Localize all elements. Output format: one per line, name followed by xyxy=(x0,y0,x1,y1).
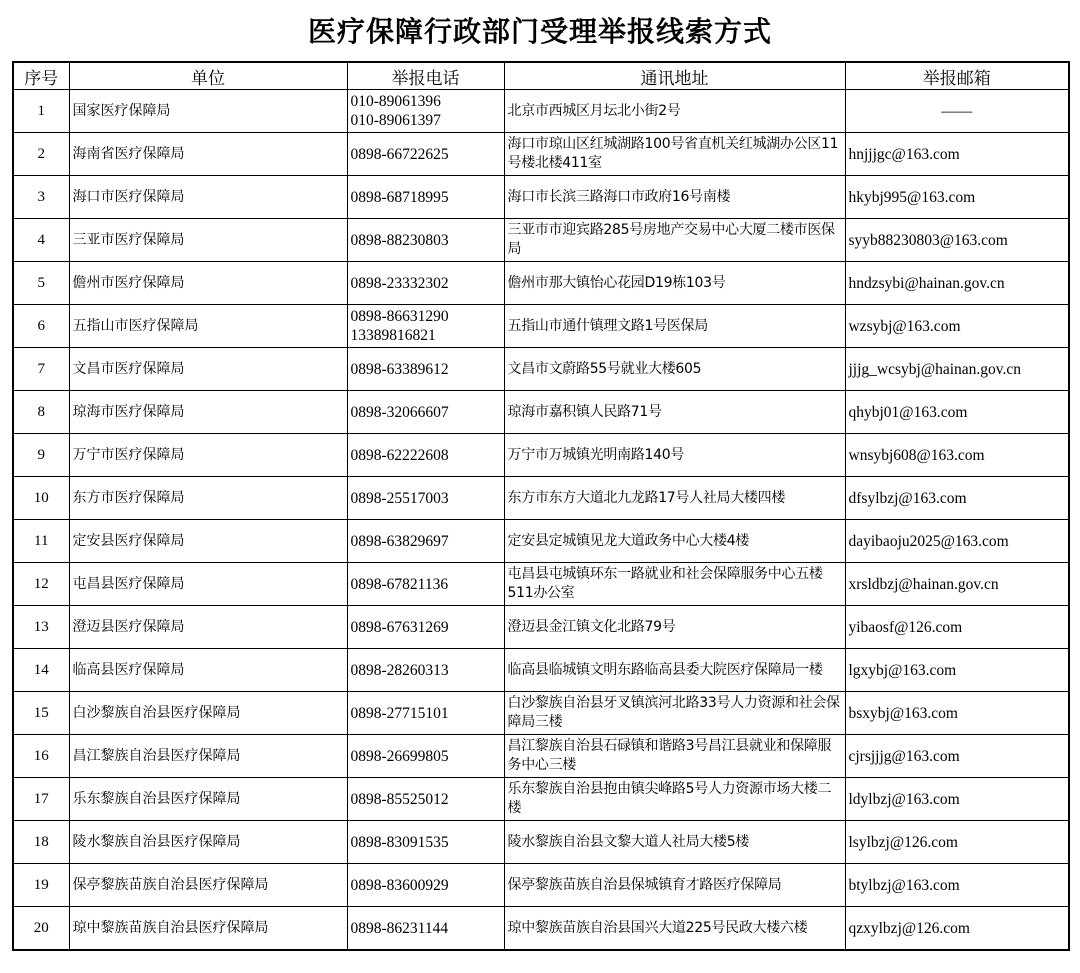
phone-cell xyxy=(347,649,504,692)
email: bsxybj@163.com xyxy=(845,692,1069,735)
phone-number: 0898-67821136 xyxy=(350,575,449,593)
address: 保亭黎族苗族自治县保城镇育才路医疗保障局 xyxy=(504,864,845,907)
row-number: 15 xyxy=(13,692,69,735)
row-number: 5 xyxy=(13,262,69,305)
phone-cell xyxy=(347,821,504,864)
address: 澄迈县金江镇文化北路79号 xyxy=(504,606,845,649)
unit-name: 琼中黎族苗族自治县医疗保障局 xyxy=(69,907,347,951)
email: dfsylbzj@163.com xyxy=(845,477,1069,520)
address: 临高县临城镇文明东路临高县委大院医疗保障局一楼 xyxy=(504,649,845,692)
phone-number: 0898-27715101 xyxy=(350,704,449,722)
table-row xyxy=(13,864,1069,907)
address: 陵水黎族自治县文黎大道人社局大楼5楼 xyxy=(504,821,845,864)
table-row xyxy=(13,176,1069,219)
table-row xyxy=(13,907,1069,951)
unit-name: 陵水黎族自治县医疗保障局 xyxy=(69,821,347,864)
header-unit: 单位 xyxy=(69,62,347,90)
row-number: 12 xyxy=(13,563,69,606)
phone-number: 0898-83091535 xyxy=(350,833,449,851)
row-number: 14 xyxy=(13,649,69,692)
table-row xyxy=(13,821,1069,864)
row-number: 10 xyxy=(13,477,69,520)
phone-cell xyxy=(347,477,504,520)
email: hndzsybi@hainan.gov.cn xyxy=(845,262,1069,305)
table-row xyxy=(13,520,1069,563)
email: lgxybj@163.com xyxy=(845,649,1069,692)
phone-number: 0898-88230803 xyxy=(350,231,449,249)
address: 五指山市通什镇理文路1号医保局 xyxy=(504,305,845,348)
address: 定安县定城镇见龙大道政务中心大楼4楼 xyxy=(504,520,845,563)
page-title: 医疗保障行政部门受理举报线索方式 xyxy=(307,15,772,48)
email: btylbzj@163.com xyxy=(845,864,1069,907)
unit-name: 白沙黎族自治县医疗保障局 xyxy=(69,692,347,735)
unit-name: 海口市医疗保障局 xyxy=(69,176,347,219)
table-row xyxy=(13,262,1069,305)
table-row xyxy=(13,649,1069,692)
phone-number: 010-89061396 xyxy=(350,93,441,110)
header-address: 通讯地址 xyxy=(504,62,845,90)
email: yibaosf@126.com xyxy=(845,606,1069,649)
phone-cell xyxy=(347,262,504,305)
unit-name: 国家医疗保障局 xyxy=(69,90,347,133)
unit-name: 万宁市医疗保障局 xyxy=(69,434,347,477)
phone-number: 0898-26699805 xyxy=(350,747,449,765)
phone-number: 0898-66722625 xyxy=(350,145,449,163)
unit-name: 临高县医疗保障局 xyxy=(69,649,347,692)
phone-cell xyxy=(347,176,504,219)
phone-cell xyxy=(347,692,504,735)
email: jjjg_wcsybj@hainan.gov.cn xyxy=(845,348,1069,391)
table-row xyxy=(13,391,1069,434)
row-number: 13 xyxy=(13,606,69,649)
email: hkybj995@163.com xyxy=(845,176,1069,219)
table-row xyxy=(13,477,1069,520)
table-row xyxy=(13,735,1069,778)
phone-cell xyxy=(347,864,504,907)
email: hnjjjgc@163.com xyxy=(845,133,1069,176)
phone-number: 0898-85525012 xyxy=(350,790,449,808)
table-row xyxy=(13,90,1069,133)
unit-name: 屯昌县医疗保障局 xyxy=(69,563,347,606)
email: wnsybj608@163.com xyxy=(845,434,1069,477)
phone-cell xyxy=(347,606,504,649)
row-number: 6 xyxy=(13,305,69,348)
unit-name: 保亭黎族苗族自治县医疗保障局 xyxy=(69,864,347,907)
phone-number: 0898-67631269 xyxy=(350,618,449,636)
table-row xyxy=(13,606,1069,649)
address: 乐东黎族自治县抱由镇尖峰路5号人力资源市场大楼二楼 xyxy=(504,778,845,821)
phone-number: 0898-63389612 xyxy=(350,360,449,378)
row-number: 9 xyxy=(13,434,69,477)
unit-name: 海南省医疗保障局 xyxy=(69,133,347,176)
address: 海口市长滨三路海口市政府16号南楼 xyxy=(504,176,845,219)
address: 东方市东方大道北九龙路17号人社局大楼四楼 xyxy=(504,477,845,520)
row-number: 3 xyxy=(13,176,69,219)
phone-number: 0898-23332302 xyxy=(350,274,449,292)
unit-name: 澄迈县医疗保障局 xyxy=(69,606,347,649)
address: 海口市琼山区红城湖路100号省直机关红城湖办公区11号楼北楼411室 xyxy=(504,133,845,176)
unit-name: 琼海市医疗保障局 xyxy=(69,391,347,434)
contact-table xyxy=(12,61,1070,951)
address: 三亚市市迎宾路285号房地产交易中心大厦二楼市医保局 xyxy=(504,219,845,262)
address: 北京市西城区月坛北小街2号 xyxy=(504,90,845,133)
address: 昌江黎族自治县石碌镇和谐路3号昌江县就业和保障服务中心三楼 xyxy=(504,735,845,778)
email: —— xyxy=(845,90,1069,133)
address: 屯昌县屯城镇环东一路就业和社会保障服务中心五楼511办公室 xyxy=(504,563,845,606)
unit-name: 三亚市医疗保障局 xyxy=(69,219,347,262)
table-row xyxy=(13,563,1069,606)
email: qzxylbzj@126.com xyxy=(845,907,1069,951)
header-phone: 举报电话 xyxy=(347,62,504,90)
email: dayibaoju2025@163.com xyxy=(845,520,1069,563)
address: 文昌市文蔚路55号就业大楼605 xyxy=(504,348,845,391)
row-number: 8 xyxy=(13,391,69,434)
row-number: 19 xyxy=(13,864,69,907)
phone-cell xyxy=(347,90,504,133)
table-row xyxy=(13,133,1069,176)
phone-cell xyxy=(347,907,504,951)
phone-cell xyxy=(347,735,504,778)
phone-number: 0898-63829697 xyxy=(350,532,449,550)
table-row xyxy=(13,692,1069,735)
address: 琼中黎族苗族自治县国兴大道225号民政大楼六楼 xyxy=(504,907,845,951)
unit-name: 东方市医疗保障局 xyxy=(69,477,347,520)
email: lsylbzj@126.com xyxy=(845,821,1069,864)
address: 万宁市万城镇光明南路140号 xyxy=(504,434,845,477)
phone-cell xyxy=(347,219,504,262)
phone-cell xyxy=(347,133,504,176)
phone-number: 0898-86631290 xyxy=(350,308,449,325)
row-number: 1 xyxy=(13,90,69,133)
row-number: 16 xyxy=(13,735,69,778)
unit-name: 乐东黎族自治县医疗保障局 xyxy=(69,778,347,821)
table-header-row xyxy=(13,62,1069,90)
address: 白沙黎族自治县牙叉镇滨河北路33号人力资源和社会保障局三楼 xyxy=(504,692,845,735)
row-number: 7 xyxy=(13,348,69,391)
phone-number: 13389816821 xyxy=(350,327,436,344)
phone-number: 0898-28260313 xyxy=(350,661,449,679)
row-number: 17 xyxy=(13,778,69,821)
email: xrsldbzj@hainan.gov.cn xyxy=(845,563,1069,606)
table-row xyxy=(13,305,1069,348)
email: qhybj01@163.com xyxy=(845,391,1069,434)
phone-cell xyxy=(347,778,504,821)
table-row xyxy=(13,778,1069,821)
unit-name: 五指山市医疗保障局 xyxy=(69,305,347,348)
unit-name: 文昌市医疗保障局 xyxy=(69,348,347,391)
phone-number: 0898-62222608 xyxy=(350,446,449,464)
phone-number: 0898-25517003 xyxy=(350,489,449,507)
address: 琼海市嘉积镇人民路71号 xyxy=(504,391,845,434)
email: syyb88230803@163.com xyxy=(845,219,1069,262)
unit-name: 儋州市医疗保障局 xyxy=(69,262,347,305)
row-number: 4 xyxy=(13,219,69,262)
row-number: 2 xyxy=(13,133,69,176)
table-body xyxy=(13,90,1069,951)
phone-number: 0898-83600929 xyxy=(350,876,449,894)
phone-number: 0898-32066607 xyxy=(350,403,449,421)
phone-cell xyxy=(347,434,504,477)
header-seq: 序号 xyxy=(13,62,69,90)
header-email: 举报邮箱 xyxy=(845,62,1069,90)
phone-cell xyxy=(347,348,504,391)
phone-cell xyxy=(347,305,504,348)
table-row xyxy=(13,348,1069,391)
phone-number: 010-89061397 xyxy=(350,112,441,129)
row-number: 11 xyxy=(13,520,69,563)
phone-cell xyxy=(347,520,504,563)
row-number: 20 xyxy=(13,907,69,951)
email: ldylbzj@163.com xyxy=(845,778,1069,821)
table-row xyxy=(13,219,1069,262)
phone-cell xyxy=(347,563,504,606)
phone-cell xyxy=(347,391,504,434)
unit-name: 定安县医疗保障局 xyxy=(69,520,347,563)
address: 儋州市那大镇怡心花园D19栋103号 xyxy=(504,262,845,305)
phone-number: 0898-68718995 xyxy=(350,188,449,206)
email: cjrsjjjg@163.com xyxy=(845,735,1069,778)
email: wzsybj@163.com xyxy=(845,305,1069,348)
row-number: 18 xyxy=(13,821,69,864)
unit-name: 昌江黎族自治县医疗保障局 xyxy=(69,735,347,778)
table-row xyxy=(13,434,1069,477)
phone-number: 0898-86231144 xyxy=(350,919,449,937)
